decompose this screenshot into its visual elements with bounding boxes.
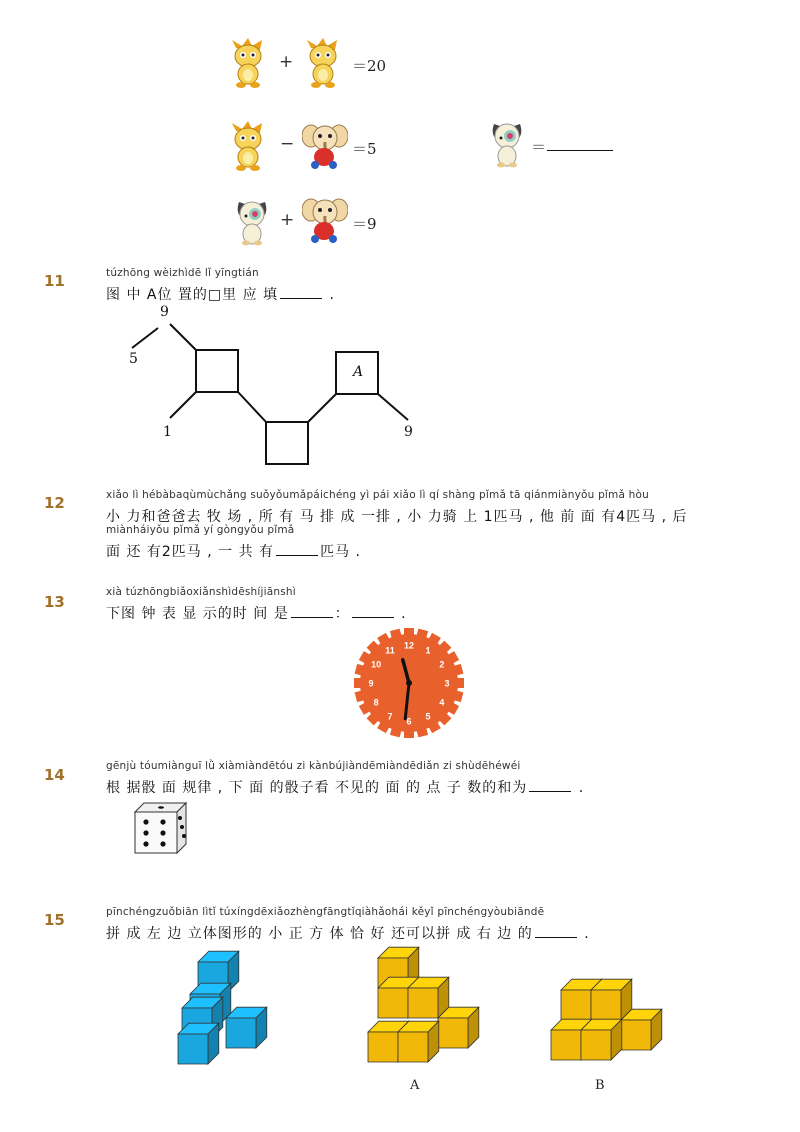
clock-number-8: 8 — [373, 697, 379, 708]
tree-number-right: 9 — [404, 424, 413, 440]
dragon-icon — [303, 38, 345, 88]
q14-question: 根 据骰 面 规律 , 下 面 的骰子看 不见的 面 的 点 子 数的和为 — [106, 780, 528, 796]
plus-operator: + — [280, 210, 295, 230]
result-5: ＝5 — [352, 140, 377, 158]
dice-icon — [132, 800, 188, 856]
q13-text — [106, 603, 407, 623]
result-9: ＝9 — [352, 215, 377, 233]
q14-pinyin: gēnjù tóumiànguī lǜ xiàmiàndētóu zi kànbújiàndēmiàndēdiǎn zi shùdēhéwéi — [106, 760, 521, 772]
q15-period: . — [578, 926, 590, 942]
tree-box-bottom — [266, 422, 308, 464]
cube — [408, 977, 449, 1018]
question-number-15: 15 — [44, 911, 65, 929]
q13-period: . — [395, 606, 407, 622]
clock-face — [350, 626, 468, 740]
q13-hour-blank[interactable] — [291, 605, 333, 618]
q11-pinyin: túzhōng wèizhìdē lǐ yīngtián — [106, 267, 259, 279]
clock-number-2: 2 — [439, 659, 445, 670]
q12-pinyin-line1: xiǎo lì hébàbaqùmùchǎng suǒyǒumǎpáichéng yì pái xiǎo lì qí shàng pǐmǎ tā qiánmiànyǒu pǐmǎ hòu — [106, 489, 649, 501]
option-b-label: B — [595, 1078, 605, 1093]
clock-number-12: 12 — [403, 640, 415, 651]
elephant-icon — [302, 122, 348, 170]
q12-unit: 匹马 . — [320, 544, 361, 560]
clock-number-10: 10 — [371, 659, 382, 670]
cube — [438, 1007, 479, 1048]
q11-answer-blank[interactable] — [280, 286, 322, 299]
yellow-cube-figure-b — [545, 972, 675, 1070]
minus-operator: − — [280, 134, 295, 154]
q14-text — [106, 777, 584, 797]
dog-icon — [490, 118, 524, 168]
q13-question: 下图 钟 表 显 示的时 间 是 — [106, 606, 289, 622]
tree-box-label-a: A — [353, 364, 364, 380]
cube — [226, 1007, 267, 1048]
elephant-icon — [302, 196, 348, 244]
q12-question-end: 面 还 有2匹马 , 一 共 有 — [106, 544, 275, 560]
q12-text-line1: 小 力和爸爸去 牧 场 , 所 有 马 排 成 一排 , 小 力骑 上 1匹马 , 他 前 面 有4匹马 , 后 — [106, 509, 688, 525]
result-20: ＝20 — [352, 57, 387, 75]
q13-minute-blank[interactable] — [352, 605, 394, 618]
dragon-icon — [228, 38, 270, 88]
q15-answer-blank[interactable] — [535, 925, 577, 938]
tree-box-left — [196, 350, 238, 392]
dog-icon — [235, 196, 269, 246]
puzzle-section — [0, 0, 800, 250]
answer-blank[interactable] — [547, 150, 613, 151]
answer-equals: ＝ — [531, 138, 547, 156]
q14-answer-blank[interactable] — [529, 779, 571, 792]
clock-number-3: 3 — [444, 678, 450, 689]
tree-number-left: 5 — [129, 351, 138, 367]
question-number-14: 14 — [44, 766, 65, 784]
q12-pinyin-line2: miànháiyǒu pǐmǎ yí gòngyǒu pǐmǎ — [106, 524, 295, 536]
q12-answer-blank[interactable] — [276, 543, 318, 556]
blue-cube-figure — [170, 940, 280, 1070]
q15-pinyin: pīnchéngzuǒbiān lìtǐ túxíngdēxiǎozhèngfāngtǐqiàhǎohái kěyǐ pīnchéngyòubiāndē — [106, 906, 545, 918]
dragon-icon — [228, 121, 270, 171]
cube — [178, 1023, 219, 1064]
clock-number-7: 7 — [387, 711, 393, 722]
number-tree-diagram — [120, 300, 430, 472]
q12-text-line2 — [106, 541, 361, 561]
q13-pinyin: xià túzhōngbiǎoxiǎnshìdēshíjiānshì — [106, 586, 296, 598]
clock-number-9: 9 — [368, 678, 374, 689]
q13-colon: ： — [334, 606, 350, 622]
tree-number-top: 9 — [160, 304, 169, 320]
question-number-11: 11 — [44, 272, 65, 290]
cube — [398, 1021, 439, 1062]
clock-number-5: 5 — [425, 711, 431, 722]
question-number-13: 13 — [44, 593, 65, 611]
question-number-12: 12 — [44, 494, 65, 512]
q15-question: 拼 成 左 边 立体图形的 小 正 方 体 恰 好 还可以拼 成 右 边 的 — [106, 926, 533, 942]
clock-number-6: 6 — [406, 716, 412, 727]
plus-operator: + — [279, 52, 294, 72]
clock-number-1: 1 — [425, 645, 431, 656]
yellow-cube-figure-a — [360, 940, 490, 1070]
clock-number-4: 4 — [439, 697, 445, 708]
clock-number-11: 11 — [385, 645, 395, 656]
q11-question: 图 中 A位 置的□里 应 填 — [106, 287, 279, 303]
option-a-label: A — [410, 1078, 420, 1093]
cube — [581, 1019, 622, 1060]
cube — [591, 979, 632, 1020]
tree-number-bottom-left: 1 — [163, 424, 172, 440]
q11-period: . — [324, 287, 335, 303]
q14-period: . — [573, 780, 585, 796]
cube — [621, 1009, 662, 1050]
